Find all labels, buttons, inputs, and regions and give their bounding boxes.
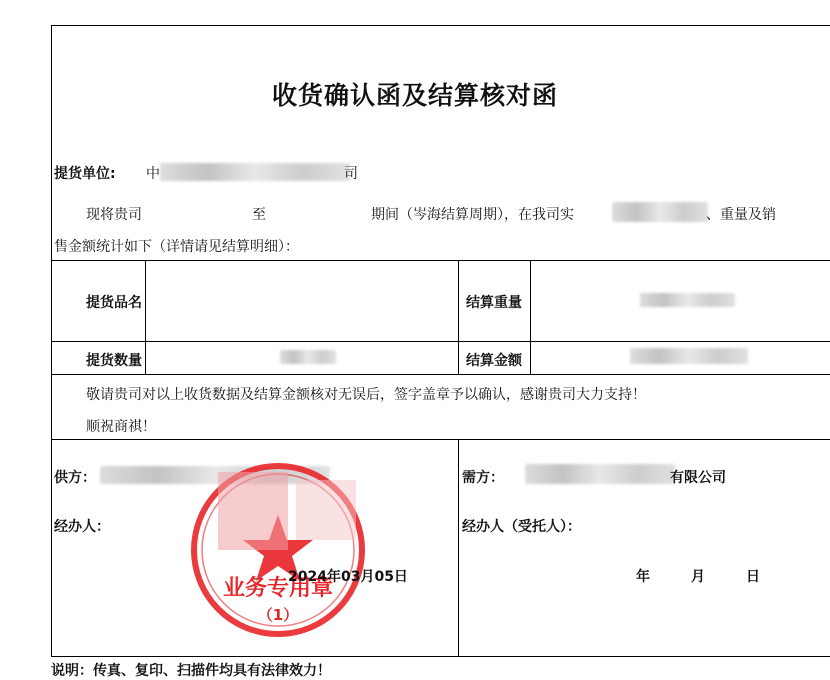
- intro-to: 至: [252, 207, 266, 223]
- buyer-month: 月: [691, 569, 705, 585]
- buyer-year: 年: [636, 569, 650, 585]
- signature-divider: [458, 439, 459, 657]
- intro-period: 期间（岑海结算周期），在我司实: [371, 207, 574, 223]
- pickup-unit-value: 中: [146, 166, 160, 182]
- buyer-value: 有限公司: [670, 470, 726, 486]
- redacted-amount: [630, 348, 748, 364]
- redacted-buyer: [525, 464, 675, 484]
- redacted-weight: [640, 293, 735, 307]
- table-bottom-border: [51, 374, 830, 375]
- document-title: 收货确认函及结算核对函: [271, 81, 558, 110]
- confirm-text: 敬请贵司对以上收货数据及结算金额核对无误后，签字盖章予以确认，感谢贵司大力支持！: [86, 387, 646, 403]
- seal-text: 业务专用章: [222, 576, 334, 601]
- table-mid-border: [51, 341, 830, 342]
- redacted-pickup-unit: [160, 163, 350, 181]
- intro-prefix: 现将贵司: [86, 207, 142, 223]
- settle-weight-label: 结算重量: [466, 295, 522, 311]
- table-col2-border: [458, 260, 459, 374]
- pickup-unit-suffix: 司: [344, 166, 358, 182]
- quantity-label: 提货数量: [86, 353, 142, 369]
- redacted-intro: [612, 202, 708, 222]
- pickup-unit-label: 提货单位:: [54, 166, 116, 182]
- company-seal-icon: [188, 460, 368, 640]
- signature-top-border: [51, 439, 830, 440]
- buyer-label: 需方：: [462, 470, 504, 486]
- product-name-label: 提货品名: [86, 295, 142, 311]
- table-top-border: [51, 260, 830, 261]
- regards-text: 顺祝商祺！: [86, 419, 156, 435]
- intro-line2: 售金额统计如下（详情请见结算明细）：: [54, 239, 299, 255]
- seal-redaction: [218, 472, 288, 550]
- supplier-date: 2024年03月05日: [288, 569, 408, 585]
- table-col3-border: [530, 260, 531, 374]
- buyer-day: 日: [746, 569, 760, 585]
- seal-redaction-2: [296, 480, 356, 540]
- footer-note: 说明：传真、复印、扫描件均具有法律效力！: [51, 663, 331, 679]
- signature-bottom-border: [51, 656, 830, 657]
- supplier-label: 供方：: [54, 470, 96, 486]
- supplier-handler-label: 经办人：: [54, 519, 110, 535]
- table-col1-border: [145, 260, 146, 374]
- seal-number: （1）: [257, 606, 299, 624]
- settle-amount-label: 结算金额: [466, 353, 522, 369]
- intro-tail: 、重量及销: [706, 207, 776, 223]
- redacted-quantity: [280, 350, 336, 364]
- buyer-handler-label: 经办人（受托人）：: [462, 519, 581, 535]
